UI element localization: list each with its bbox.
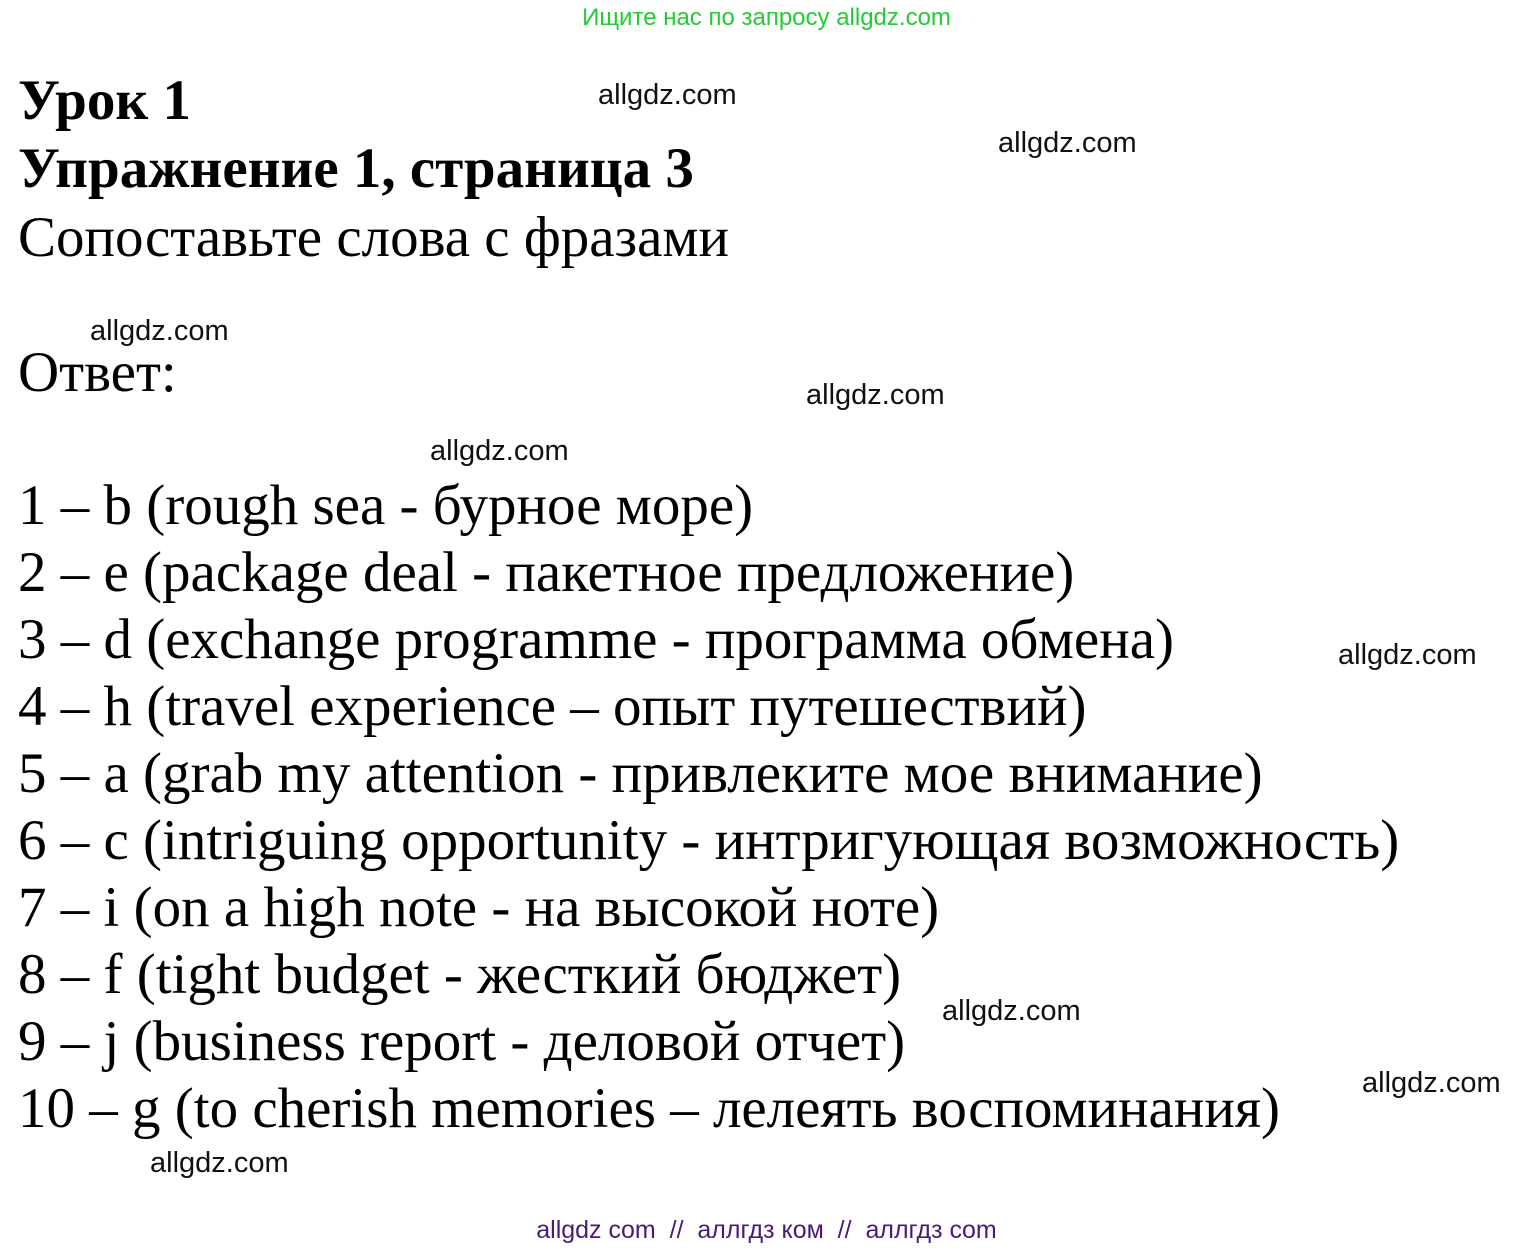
watermark: allgdz.com — [1338, 639, 1477, 671]
answer-item: 7 – i (on a high note - на высокой ноте) — [18, 876, 940, 939]
answer-item: 9 – j (business report - деловой отчет) — [18, 1010, 906, 1073]
watermark: allgdz.com — [150, 1147, 289, 1179]
exercise-title: Упражнение 1, страница 3 — [18, 137, 694, 200]
answer-item: 1 – b (rough sea - бурное море) — [18, 474, 754, 537]
search-banner: Ищите нас по запросу allgdz.com — [582, 4, 951, 31]
answer-item: 6 – c (intriguing opportunity - интригующая возможность) — [18, 809, 1400, 872]
answer-item: 5 – a (grab my attention - привлеките мое внимание) — [18, 742, 1263, 805]
watermark: allgdz.com — [90, 315, 229, 347]
answer-label: Ответ: — [18, 341, 177, 404]
watermark: allgdz.com — [430, 435, 569, 467]
watermark: allgdz.com — [998, 127, 1137, 159]
answer-item: 10 – g (to cherish memories – лелеять воспоминания) — [18, 1077, 1281, 1140]
lesson-title: Урок 1 — [18, 69, 191, 132]
answer-item: 8 – f (tight budget - жесткий бюджет) — [18, 943, 902, 1006]
watermark: allgdz.com — [942, 995, 1081, 1027]
watermark: allgdz.com — [598, 79, 737, 111]
watermark: allgdz.com — [1362, 1067, 1501, 1099]
answer-list — [18, 472, 1399, 1142]
task-text: Сопоставьте слова с фразами — [18, 206, 729, 269]
answer-item: 2 – e (package deal - пакетное предложение) — [18, 541, 1075, 604]
answer-item: 4 – h (travel experience – опыт путешествий) — [18, 675, 1087, 738]
footer-links: allgdz com // аллгдз ком // аллгдз com — [536, 1216, 997, 1244]
answer-item: 3 – d (exchange programme - программа обмена) — [18, 608, 1174, 671]
watermark: allgdz.com — [806, 379, 945, 411]
